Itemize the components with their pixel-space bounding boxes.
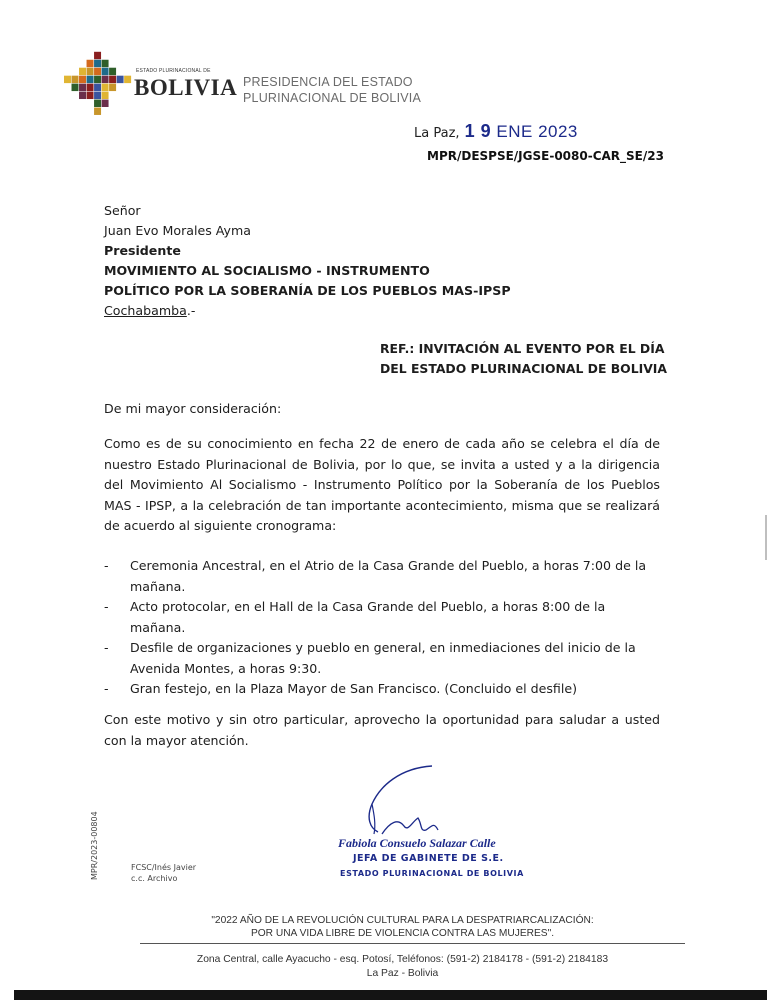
schedule-item xyxy=(104,556,660,597)
date-place: La Paz, xyxy=(414,126,460,141)
body-paragraph-1: Como es de su conocimiento en fecha 22 de enero de cada año se celebra el día de nuestro Estado Plurinacional de Bolivia, por lo que, se invita a usted y a la dirigencia del Movimiento Al Socialismo - Instrumento Político por la Soberanía de los Pueblos MAS - IPSP, a la celebración de tan importante acontecimiento, misma que se realizará de acuerdo al siguiente cronograma: xyxy=(104,436,660,533)
greeting: De mi mayor consideración: xyxy=(104,401,282,416)
schedule-item-text: Ceremonia Ancestral, en el Atrio de la Casa Grande del Pueblo, a horas 7:00 de la mañana. xyxy=(130,558,647,594)
address-line-2: La Paz - Bolivia xyxy=(366,968,439,979)
logo-tile xyxy=(117,76,124,83)
logo-tile xyxy=(87,60,94,67)
institution-name xyxy=(243,74,421,106)
copy-line: c.c. Archivo xyxy=(131,874,178,883)
signatory-organization: ESTADO PLURINACIONAL DE BOLIVIA xyxy=(340,869,524,878)
logo-tile xyxy=(94,100,101,107)
logo-tile xyxy=(94,52,101,59)
bullet-dash: - xyxy=(104,640,109,655)
scan-bottom-edge xyxy=(14,990,767,1000)
schedule-item-text: Acto protocolar, en el Hall de la Casa Grande del Pueblo, a horas 8:00 de la mañana. xyxy=(130,599,606,635)
logo-tile xyxy=(87,76,94,83)
recipient-salutation: Señor xyxy=(104,203,141,218)
logo-tile xyxy=(94,92,101,99)
recipient-city: Cochabamba xyxy=(104,303,187,318)
logo-wordmark: BOLIVIA xyxy=(134,75,238,100)
date-stamp xyxy=(465,122,578,141)
footer-motto xyxy=(150,914,655,940)
logo-tile xyxy=(72,84,79,91)
body-paragraph-2: Con este motivo y sin otro particular, aprovecho la oportunidad para saludar a usted con la mayor atención. xyxy=(104,712,660,748)
bullet-dash: - xyxy=(104,599,109,614)
reference-line-2: DEL ESTADO PLURINACIONAL DE BOLIVIA xyxy=(380,361,668,376)
recipient-position: Presidente xyxy=(104,243,181,258)
bullet-dash: - xyxy=(104,558,109,573)
bolivia-emblem-logo xyxy=(64,48,132,120)
schedule-item-text: Desfile de organizaciones y pueblo en general, en inmediaciones del inicio de la Avenida Montes, a horas 9:30. xyxy=(130,640,636,676)
schedule-list xyxy=(104,556,660,700)
reference-subject xyxy=(380,339,668,379)
logo-tile xyxy=(79,76,86,83)
footer-divider xyxy=(140,943,685,944)
signatory-title: JEFA DE GABINETE DE S.E. xyxy=(353,853,504,864)
logo-tile xyxy=(102,76,109,83)
recipient-block xyxy=(104,201,511,321)
logo-tile xyxy=(124,76,131,83)
logo-tile xyxy=(87,68,94,75)
logo-tile xyxy=(72,76,79,83)
logo-tile xyxy=(87,92,94,99)
logo-tile xyxy=(94,60,101,67)
institution-line-1: PRESIDENCIA DEL ESTADO xyxy=(243,75,413,89)
handwritten-signature xyxy=(300,762,540,838)
recipient-organization-1: MOVIMIENTO AL SOCIALISMO - INSTRUMENTO xyxy=(104,263,430,278)
logo-tile xyxy=(109,76,116,83)
institution-line-2: PLURINACIONAL DE BOLIVIA xyxy=(243,91,421,105)
footer-address xyxy=(130,953,675,981)
initials-line: FCSC/Inés Javier xyxy=(131,863,197,872)
logo-tile xyxy=(94,108,101,115)
logo-tile xyxy=(102,60,109,67)
reference-initials xyxy=(131,862,196,884)
document-registry-code: MPR/2023-00804 xyxy=(90,811,99,880)
logo-tile xyxy=(94,68,101,75)
logo-tile xyxy=(79,84,86,91)
logo-tile xyxy=(102,92,109,99)
logo-caption: ESTADO PLURINACIONAL DE xyxy=(136,68,211,74)
schedule-item xyxy=(104,638,660,679)
recipient-name: Juan Evo Morales Ayma xyxy=(104,223,251,238)
motto-line-2: POR UNA VIDA LIBRE DE VIOLENCIA CONTRA LAS MUJERES". xyxy=(250,928,555,939)
date-day: 1 9 xyxy=(464,121,492,141)
date-month-year: ENE 2023 xyxy=(496,122,578,141)
logo-tile xyxy=(102,84,109,91)
logo-tile xyxy=(79,68,86,75)
recipient-organization-2: POLÍTICO POR LA SOBERANÍA DE LOS PUEBLOS MAS-IPSP xyxy=(104,283,511,298)
logo-tile xyxy=(102,68,109,75)
motto-line-1: "2022 AÑO DE LA REVOLUCIÓN CULTURAL PARA LA DESPATRIARCALIZACIÓN: xyxy=(211,915,594,926)
schedule-item-text: Gran festejo, en la Plaza Mayor de San Francisco. (Concluido el desfile) xyxy=(130,681,577,696)
bullet-dash: - xyxy=(104,681,109,696)
date-line xyxy=(414,120,578,145)
schedule-item xyxy=(104,679,660,700)
recipient-city-suffix: .- xyxy=(186,303,196,318)
logo-tile xyxy=(102,100,109,107)
citation-number: MPR/DESPSE/JGSE-0080-CAR_SE/23 xyxy=(427,149,664,163)
logo-tile xyxy=(64,76,71,83)
logo-tile xyxy=(87,84,94,91)
logo-tile xyxy=(109,68,116,75)
logo-tile xyxy=(109,84,116,91)
address-line-1: Zona Central, calle Ayacucho - esq. Potosí, Teléfonos: (591-2) 2184178 - (591-2) 2184183 xyxy=(196,954,609,965)
reference-line-1: REF.: INVITACIÓN AL EVENTO POR EL DÍA xyxy=(380,341,665,356)
logo-tile xyxy=(94,76,101,83)
logo-tile xyxy=(79,92,86,99)
recipient-city-line xyxy=(104,301,511,321)
logo-tile xyxy=(94,84,101,91)
signatory-name: Fabiola Consuelo Salazar Calle xyxy=(338,836,496,850)
schedule-item xyxy=(104,597,660,638)
